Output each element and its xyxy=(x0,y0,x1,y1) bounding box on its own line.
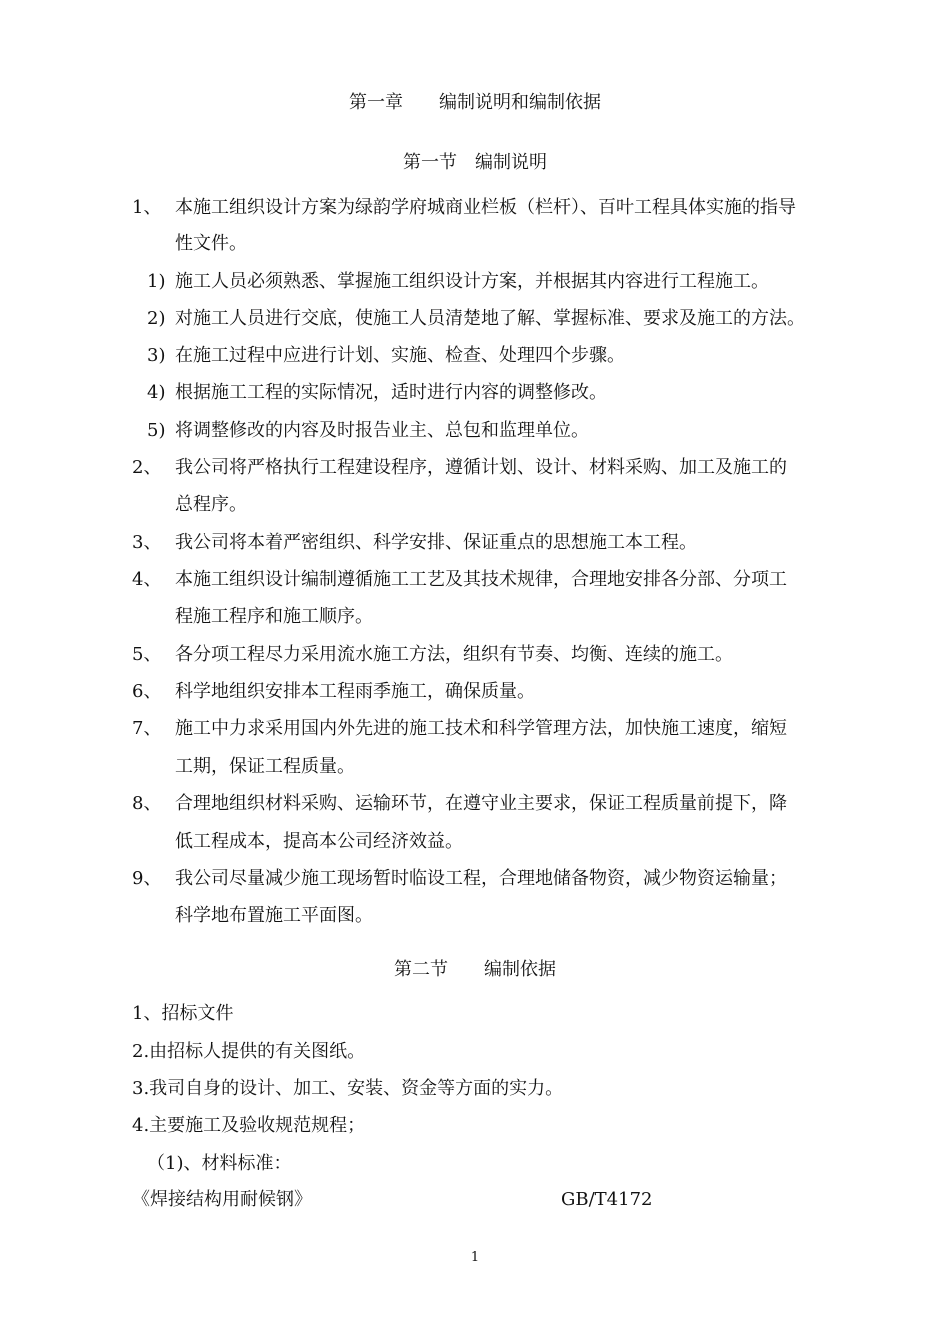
item-1-line-2: 性文件。 xyxy=(175,233,247,254)
section1-title: 第一节 编制说明 xyxy=(403,152,547,173)
subitem-2-number: 2) xyxy=(147,308,166,329)
subitem-5-number: 5) xyxy=(147,420,166,441)
subitem-4-number: 4) xyxy=(147,382,166,403)
item-9-line-1: 我公司尽量减少施工现场暂时临设工程，合理地储备物资，减少物资运输量； xyxy=(175,868,787,889)
subitem-1-number: 1) xyxy=(147,271,166,292)
item-2-line-2: 总程序。 xyxy=(175,494,247,515)
item-2-number: 2、 xyxy=(132,457,162,478)
item-8-line-1: 合理地组织材料采购、运输环节，在遵守业主要求，保证工程质量前提下，降 xyxy=(175,793,787,814)
item-7-number: 7、 xyxy=(132,718,162,739)
standard-code: GB/T4172 xyxy=(561,1189,653,1210)
page-number: 1 xyxy=(470,1250,480,1265)
item-8-line-2: 低工程成本，提高本公司经济效益。 xyxy=(175,831,463,852)
subitem-2-text: 对施工人员进行交底，使施工人员清楚地了解、掌握标准、要求及施工的方法。 xyxy=(175,308,805,329)
item-4-number: 4、 xyxy=(132,569,162,590)
item-5-number: 5、 xyxy=(132,644,162,665)
subitem-5-text: 将调整修改的内容及时报告业主、总包和监理单位。 xyxy=(175,420,589,441)
item-5-line-1: 各分项工程尽力采用流水施工方法，组织有节奏、均衡、连续的施工。 xyxy=(175,644,733,665)
item-7-line-2: 工期，保证工程质量。 xyxy=(175,756,355,777)
item-4-line-2: 程施工程序和施工顺序。 xyxy=(175,606,373,627)
item-9-line-2: 科学地布置施工平面图。 xyxy=(175,905,373,926)
chapter-title: 第一章 编制说明和编制依据 xyxy=(349,92,601,113)
item-6-line-1: 科学地组织安排本工程雨季施工，确保质量。 xyxy=(175,681,535,702)
item-1-number: 1、 xyxy=(132,197,162,218)
item-3-line-1: 我公司将本着严密组织、科学安排、保证重点的思想施工本工程。 xyxy=(175,532,697,553)
standard-name: 《焊接结构用耐候钢》 xyxy=(132,1189,312,1210)
basis-line-2: 2.由招标人提供的有关图纸。 xyxy=(132,1041,366,1062)
basis-line-1: 1、招标文件 xyxy=(132,1003,234,1024)
basis-line-5: （1)、材料标准： xyxy=(147,1153,292,1174)
item-1-line-1: 本施工组织设计方案为绿韵学府城商业栏板（栏杆）、百叶工程具体实施的指导 xyxy=(175,197,796,218)
basis-line-4: 4.主要施工及验收规范规程； xyxy=(132,1115,366,1136)
item-2-line-1: 我公司将严格执行工程建设程序，遵循计划、设计、材料采购、加工及施工的 xyxy=(175,457,787,478)
subitem-4-text: 根据施工工程的实际情况，适时进行内容的调整修改。 xyxy=(175,382,607,403)
item-8-number: 8、 xyxy=(132,793,162,814)
item-9-number: 9、 xyxy=(132,868,162,889)
item-3-number: 3、 xyxy=(132,532,162,553)
item-7-line-1: 施工中力求采用国内外先进的施工技术和科学管理方法，加快施工速度，缩短 xyxy=(175,718,787,739)
item-4-line-1: 本施工组织设计编制遵循施工工艺及其技术规律，合理地安排各分部、分项工 xyxy=(175,569,787,590)
item-6-number: 6、 xyxy=(132,681,162,702)
subitem-3-number: 3) xyxy=(147,345,166,366)
basis-line-3: 3.我司自身的设计、加工、安装、资金等方面的实力。 xyxy=(132,1078,564,1099)
subitem-1-text: 施工人员必须熟悉、掌握施工组织设计方案，并根据其内容进行工程施工。 xyxy=(175,271,769,292)
section2-title: 第二节 编制依据 xyxy=(394,959,556,980)
subitem-3-text: 在施工过程中应进行计划、实施、检查、处理四个步骤。 xyxy=(175,345,625,366)
